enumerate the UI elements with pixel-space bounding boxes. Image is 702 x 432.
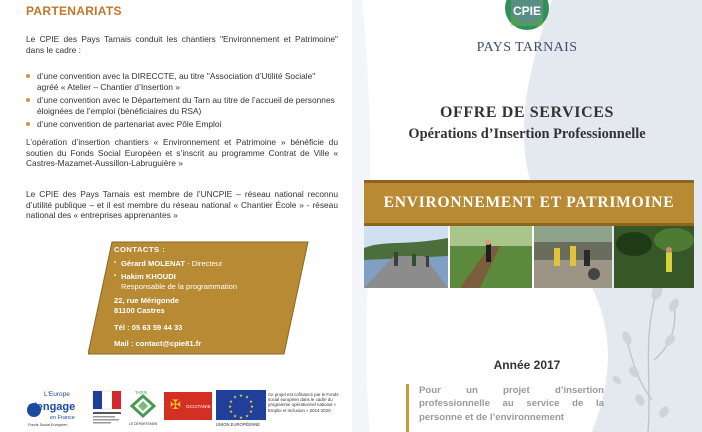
intro-paragraph: Le CPIE des Pays Tarnais conduit les chantiers "Environnement et Patrimoine" dans le cadre : xyxy=(26,34,338,55)
tarn-logo xyxy=(128,388,158,428)
svg-text:★: ★ xyxy=(245,414,250,420)
photo-strip xyxy=(364,226,694,288)
contact-name: Gérard MOLENAT xyxy=(121,258,185,268)
contact-role: - Directeur xyxy=(185,258,223,268)
worksite-photo xyxy=(614,226,694,288)
brand-name: PAYS TARNAIS xyxy=(476,40,578,55)
bullet-icon xyxy=(26,74,30,78)
email-link[interactable]: Mail : contact@cpie81.fr xyxy=(114,339,202,349)
europe-engage-logo xyxy=(26,388,84,428)
logo-text: L'Europe xyxy=(44,391,70,398)
bullet-icon xyxy=(26,98,30,102)
svg-text:★: ★ xyxy=(239,416,244,421)
eu-flag-logo xyxy=(216,388,266,428)
worksite-photo xyxy=(534,226,612,288)
logo-text: LE DÉPARTEMENT xyxy=(129,422,158,426)
republique-logo xyxy=(90,388,124,428)
membership-paragraph: Le CPIE des Pays Tarnais est membre de l’UNCPIE – réseau national reconnu d’utilité publique – et il est membre du réseau national « Chantier École » - réseau national des « entreprises apprenantes » xyxy=(26,189,338,221)
tagline-block xyxy=(406,384,604,432)
svg-text:✠: ✠ xyxy=(170,397,181,412)
svg-text:★: ★ xyxy=(228,405,233,410)
logo-text: OCCITANIE xyxy=(186,404,211,409)
cpie-logo xyxy=(497,0,557,32)
section-title: PARTENARIATS xyxy=(26,4,122,18)
logo-text: en France xyxy=(50,415,75,421)
list-item: d’une convention avec la DIRECCTE, au titre "Association d’Utilité Sociale" agréé « Atelier – Chantier d’Insertion » xyxy=(26,71,338,92)
contact-role: Responsable de la programmation xyxy=(121,281,238,291)
list-item: d’une convention de partenariat avec Pôle Emploi xyxy=(26,119,338,130)
contact-name: Hakim KHOUDI xyxy=(121,272,176,282)
year-label: Année 2017 xyxy=(493,358,561,372)
logo-text: TARN xyxy=(135,390,147,395)
svg-text:★: ★ xyxy=(229,400,234,405)
contacts-content xyxy=(114,245,304,349)
banner-title: ENVIRONNEMENT ET PATRIMOINE xyxy=(383,194,675,211)
tagline-text: Pour un projet d’insertion professionnelle au service de la personne et de l’environnement xyxy=(419,385,604,423)
logo-text: UNION EUROPÉENNE xyxy=(216,422,260,427)
eu-funding-caption: Ce projet est cofinancé par le Fonds social européen dans le cadre du programme opérationnel national « Emploi et Inclusion » 2014-2020 xyxy=(268,392,339,413)
cover-panel xyxy=(352,0,702,432)
worksite-photo xyxy=(364,226,448,288)
logo-text: CPIE xyxy=(513,4,542,18)
svg-text:★: ★ xyxy=(229,410,234,415)
offer-title: OFFRE DE SERVICES xyxy=(439,104,615,121)
address-city: 81100 Castres xyxy=(114,305,165,315)
svg-text:★: ★ xyxy=(233,395,238,401)
phone-text: Tél : 05 63 59 44 33 xyxy=(114,322,183,332)
contacts-title: CONTACTS : xyxy=(114,245,166,254)
svg-text:★: ★ xyxy=(245,395,250,401)
partner-list xyxy=(26,71,338,133)
bullet-icon xyxy=(26,122,30,126)
worksite-photo xyxy=(450,226,532,288)
occitanie-logo xyxy=(164,388,212,428)
logo-text: s'engage xyxy=(28,401,76,413)
logo-text: Fonds Social Européen xyxy=(28,423,68,427)
svg-text:★: ★ xyxy=(249,410,254,415)
svg-text:★: ★ xyxy=(239,394,244,399)
address-line: 22, rue Mérigonde xyxy=(114,296,179,306)
svg-text:★: ★ xyxy=(250,405,255,410)
operation-paragraph: L’opération d’insertion chantiers « Environnement et Patrimoine » bénéficie du soutien du Fonds Social Européen et s’inscrit au programme Contrat de Ville « Castres-Mazamet-Aussillon-Labruguière » xyxy=(26,137,338,169)
offer-subtitle: Opérations d’Insertion Professionnelle xyxy=(408,126,646,142)
contact-person-1 xyxy=(114,259,304,269)
svg-text:★: ★ xyxy=(233,414,238,420)
list-item: d’une convention avec le Département du Tarn au titre de l’accueil de personnes éloignées de l’emploi (bénéficiaires du RSA) xyxy=(26,95,338,116)
svg-text:★: ★ xyxy=(249,400,254,405)
contacts-box xyxy=(88,240,310,356)
program-banner xyxy=(364,180,694,226)
contact-person-2 xyxy=(114,272,304,282)
